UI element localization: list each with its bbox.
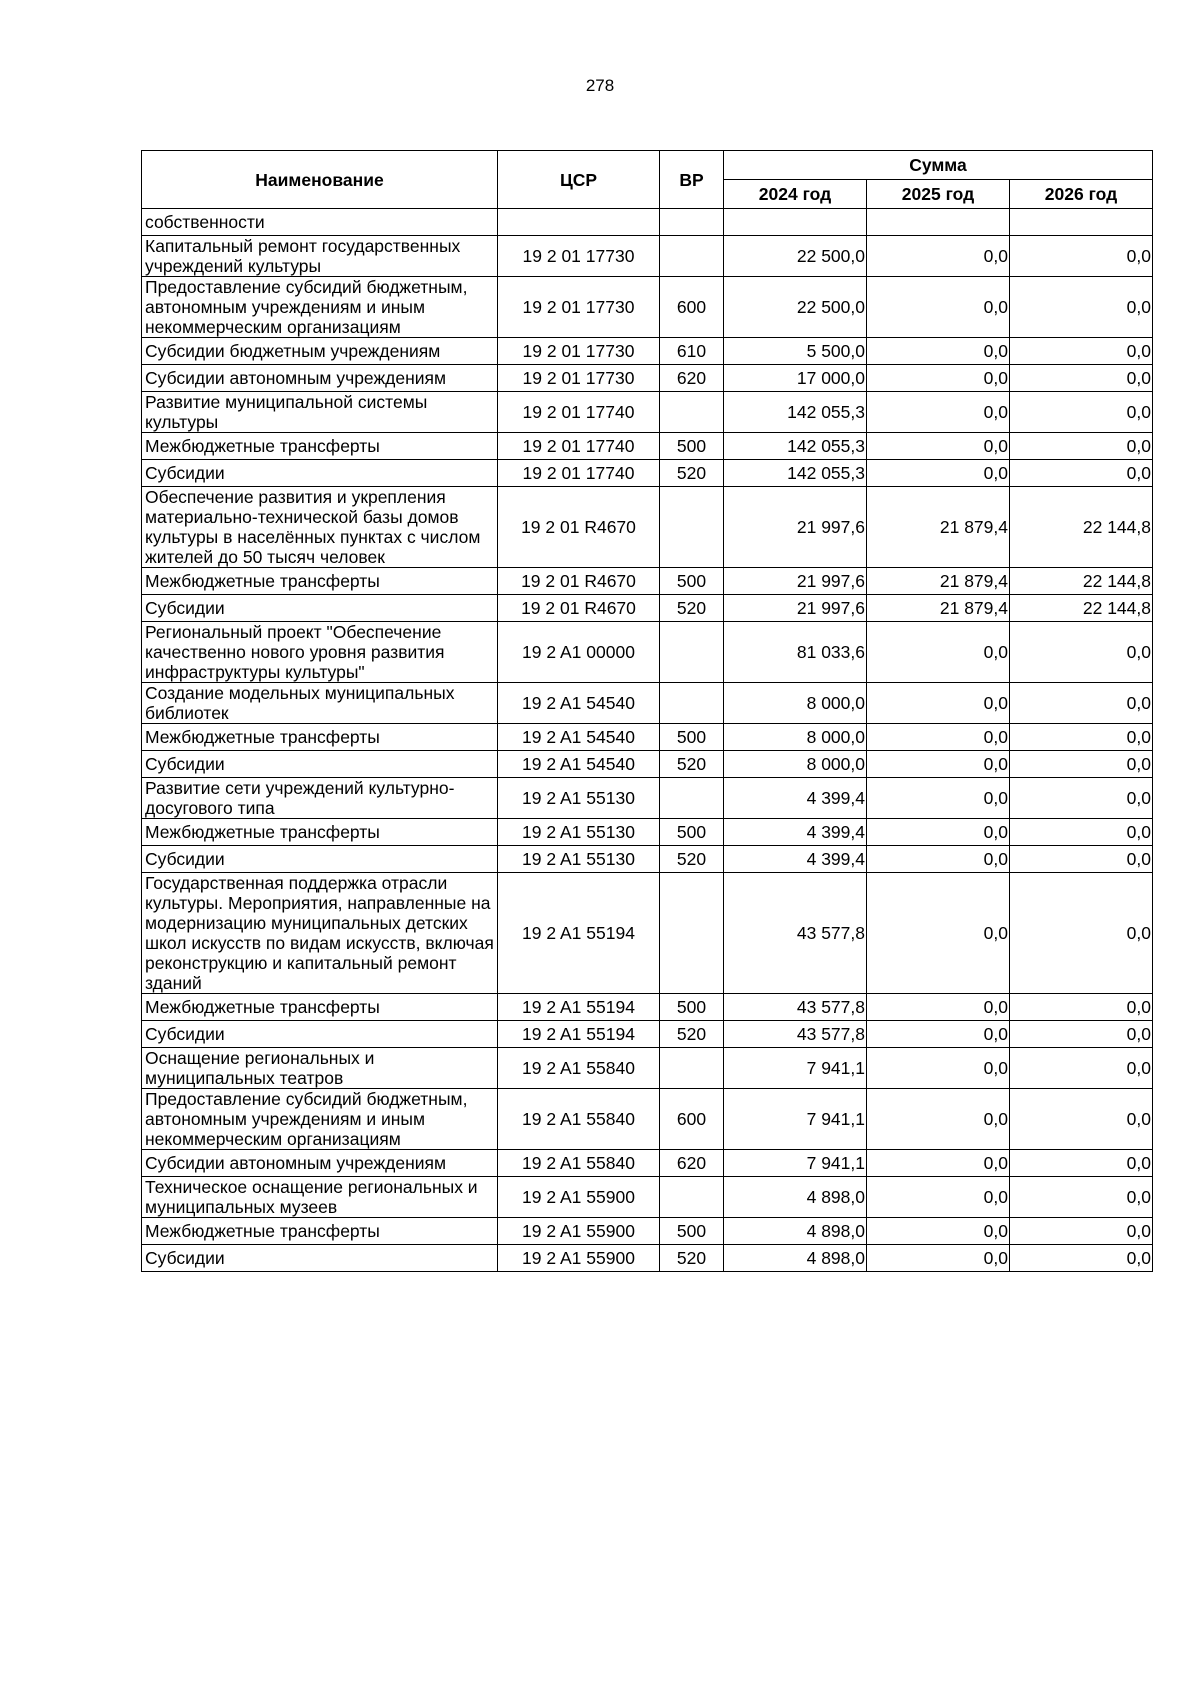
header-year-2025: 2025 год <box>867 180 1010 209</box>
cell-sum-2024: 142 055,3 <box>724 433 867 460</box>
cell-csr: 19 2 01 R4670 <box>498 595 660 622</box>
cell-sum-2026: 0,0 <box>1010 1048 1153 1089</box>
cell-csr: 19 2 A1 55194 <box>498 873 660 994</box>
cell-name: Межбюджетные трансферты <box>142 1218 498 1245</box>
cell-csr: 19 2 A1 55130 <box>498 846 660 873</box>
table-body <box>142 209 1153 1272</box>
cell-sum-2024: 4 399,4 <box>724 819 867 846</box>
cell-vr <box>660 622 724 683</box>
cell-csr: 19 2 01 R4670 <box>498 568 660 595</box>
cell-name: Межбюджетные трансферты <box>142 433 498 460</box>
table-row <box>142 236 1153 277</box>
cell-name: Межбюджетные трансферты <box>142 724 498 751</box>
cell-sum-2025: 0,0 <box>867 236 1010 277</box>
budget-table <box>141 150 1153 1272</box>
table-row <box>142 683 1153 724</box>
table-row <box>142 724 1153 751</box>
cell-name: Региональный проект "Обеспечение качественно нового уровня развития инфраструктуры культуры" <box>142 622 498 683</box>
cell-sum-2024: 8 000,0 <box>724 751 867 778</box>
cell-sum-2026: 0,0 <box>1010 433 1153 460</box>
table-row <box>142 277 1153 338</box>
cell-csr: 19 2 A1 55130 <box>498 819 660 846</box>
cell-csr: 19 2 A1 55900 <box>498 1245 660 1272</box>
cell-sum-2024: 17 000,0 <box>724 365 867 392</box>
cell-vr: 500 <box>660 1218 724 1245</box>
cell-csr: 19 2 01 17730 <box>498 365 660 392</box>
cell-csr: 19 2 A1 55840 <box>498 1150 660 1177</box>
cell-name: Субсидии <box>142 751 498 778</box>
cell-name: Межбюджетные трансферты <box>142 819 498 846</box>
cell-vr <box>660 778 724 819</box>
cell-csr: 19 2 01 17740 <box>498 460 660 487</box>
cell-sum-2025 <box>867 209 1010 236</box>
table-row <box>142 1150 1153 1177</box>
cell-name: Государственная поддержка отрасли культуры. Мероприятия, направленные на модернизацию муниципальных детских школ искусств по видам искусств, включая реконструкцию и капитальный ремонт зданий <box>142 873 498 994</box>
cell-sum-2025: 0,0 <box>867 751 1010 778</box>
cell-sum-2024: 43 577,8 <box>724 873 867 994</box>
cell-sum-2024: 7 941,1 <box>724 1048 867 1089</box>
cell-sum-2026: 0,0 <box>1010 1177 1153 1218</box>
table-row <box>142 568 1153 595</box>
table-row <box>142 1245 1153 1272</box>
cell-name: Субсидии <box>142 595 498 622</box>
cell-sum-2025: 0,0 <box>867 433 1010 460</box>
cell-csr: 19 2 A1 54540 <box>498 724 660 751</box>
cell-vr: 520 <box>660 751 724 778</box>
cell-vr <box>660 236 724 277</box>
cell-vr: 520 <box>660 1021 724 1048</box>
table-row <box>142 433 1153 460</box>
cell-name: Развитие сети учреждений культурно-досугового типа <box>142 778 498 819</box>
cell-vr: 520 <box>660 460 724 487</box>
table-row <box>142 392 1153 433</box>
cell-csr: 19 2 A1 55194 <box>498 994 660 1021</box>
table-row <box>142 1021 1153 1048</box>
cell-name: Межбюджетные трансферты <box>142 994 498 1021</box>
header-year-2024: 2024 год <box>724 180 867 209</box>
cell-sum-2026: 0,0 <box>1010 236 1153 277</box>
table-row <box>142 873 1153 994</box>
cell-sum-2025: 21 879,4 <box>867 568 1010 595</box>
header-csr: ЦСР <box>498 151 660 209</box>
cell-sum-2026: 22 144,8 <box>1010 487 1153 568</box>
cell-name: Субсидии автономным учреждениям <box>142 365 498 392</box>
cell-name: собственности <box>142 209 498 236</box>
cell-sum-2026: 0,0 <box>1010 1245 1153 1272</box>
cell-sum-2025: 0,0 <box>867 1177 1010 1218</box>
cell-name: Субсидии <box>142 460 498 487</box>
cell-sum-2025: 0,0 <box>867 683 1010 724</box>
cell-sum-2025: 0,0 <box>867 1218 1010 1245</box>
cell-vr: 620 <box>660 1150 724 1177</box>
table-row <box>142 595 1153 622</box>
cell-vr <box>660 392 724 433</box>
cell-sum-2026: 0,0 <box>1010 1150 1153 1177</box>
header-vr: ВР <box>660 151 724 209</box>
cell-csr: 19 2 01 17740 <box>498 433 660 460</box>
header-year-2026: 2026 год <box>1010 180 1153 209</box>
cell-csr: 19 2 A1 55840 <box>498 1089 660 1150</box>
table-row <box>142 751 1153 778</box>
cell-name: Капитальный ремонт государственных учреждений культуры <box>142 236 498 277</box>
cell-sum-2025: 0,0 <box>867 1089 1010 1150</box>
cell-name: Субсидии <box>142 846 498 873</box>
cell-sum-2026: 0,0 <box>1010 1218 1153 1245</box>
cell-vr: 500 <box>660 568 724 595</box>
cell-vr: 500 <box>660 433 724 460</box>
cell-sum-2026: 0,0 <box>1010 846 1153 873</box>
cell-sum-2025: 0,0 <box>867 277 1010 338</box>
table-row <box>142 1218 1153 1245</box>
cell-csr: 19 2 A1 55194 <box>498 1021 660 1048</box>
cell-sum-2024 <box>724 209 867 236</box>
cell-sum-2024: 22 500,0 <box>724 277 867 338</box>
cell-sum-2026: 0,0 <box>1010 873 1153 994</box>
cell-csr: 19 2 A1 55900 <box>498 1218 660 1245</box>
cell-vr <box>660 487 724 568</box>
cell-csr: 19 2 01 17740 <box>498 392 660 433</box>
cell-sum-2025: 21 879,4 <box>867 487 1010 568</box>
cell-name: Субсидии бюджетным учреждениям <box>142 338 498 365</box>
cell-sum-2025: 0,0 <box>867 365 1010 392</box>
cell-sum-2024: 4 898,0 <box>724 1218 867 1245</box>
table-row <box>142 460 1153 487</box>
cell-vr: 600 <box>660 277 724 338</box>
cell-sum-2025: 0,0 <box>867 1150 1010 1177</box>
header-name: Наименование <box>142 151 498 209</box>
cell-sum-2024: 7 941,1 <box>724 1089 867 1150</box>
cell-name: Субсидии автономным учреждениям <box>142 1150 498 1177</box>
cell-csr: 19 2 01 17730 <box>498 338 660 365</box>
cell-sum-2026 <box>1010 209 1153 236</box>
cell-sum-2025: 0,0 <box>867 460 1010 487</box>
cell-sum-2025: 0,0 <box>867 622 1010 683</box>
table-row <box>142 778 1153 819</box>
cell-sum-2026: 0,0 <box>1010 778 1153 819</box>
cell-vr: 520 <box>660 1245 724 1272</box>
cell-sum-2025: 21 879,4 <box>867 595 1010 622</box>
table-row <box>142 1048 1153 1089</box>
cell-sum-2026: 0,0 <box>1010 392 1153 433</box>
cell-sum-2026: 0,0 <box>1010 622 1153 683</box>
table-row <box>142 1089 1153 1150</box>
table-row <box>142 209 1153 236</box>
cell-vr <box>660 1177 724 1218</box>
cell-csr: 19 2 A1 00000 <box>498 622 660 683</box>
cell-sum-2026: 0,0 <box>1010 365 1153 392</box>
table-row <box>142 1177 1153 1218</box>
cell-sum-2025: 0,0 <box>867 778 1010 819</box>
cell-csr: 19 2 A1 55840 <box>498 1048 660 1089</box>
cell-sum-2025: 0,0 <box>867 724 1010 751</box>
cell-sum-2024: 8 000,0 <box>724 724 867 751</box>
table-header <box>142 151 1153 209</box>
cell-sum-2025: 0,0 <box>867 873 1010 994</box>
cell-vr: 500 <box>660 819 724 846</box>
table-row <box>142 338 1153 365</box>
cell-sum-2026: 0,0 <box>1010 1021 1153 1048</box>
cell-sum-2024: 4 399,4 <box>724 778 867 819</box>
cell-vr: 610 <box>660 338 724 365</box>
cell-sum-2026: 0,0 <box>1010 460 1153 487</box>
cell-name: Обеспечение развития и укрепления материально-технической базы домов культуры в населённых пунктах с числом жителей до 50 тысяч человек <box>142 487 498 568</box>
table-row <box>142 846 1153 873</box>
cell-sum-2024: 142 055,3 <box>724 460 867 487</box>
cell-sum-2026: 0,0 <box>1010 994 1153 1021</box>
cell-csr: 19 2 A1 54540 <box>498 683 660 724</box>
cell-sum-2025: 0,0 <box>867 846 1010 873</box>
header-sum: Сумма <box>724 151 1153 180</box>
cell-sum-2026: 0,0 <box>1010 751 1153 778</box>
table-row <box>142 487 1153 568</box>
cell-vr <box>660 209 724 236</box>
cell-sum-2024: 21 997,6 <box>724 487 867 568</box>
cell-sum-2024: 4 898,0 <box>724 1177 867 1218</box>
cell-vr: 500 <box>660 994 724 1021</box>
cell-vr <box>660 873 724 994</box>
cell-vr: 620 <box>660 365 724 392</box>
cell-sum-2026: 22 144,8 <box>1010 595 1153 622</box>
cell-sum-2024: 22 500,0 <box>724 236 867 277</box>
cell-csr: 19 2 A1 55900 <box>498 1177 660 1218</box>
table-row <box>142 994 1153 1021</box>
cell-name: Предоставление субсидий бюджетным, автономным учреждениям и иным некоммерческим организациям <box>142 1089 498 1150</box>
cell-csr: 19 2 A1 55130 <box>498 778 660 819</box>
cell-vr <box>660 683 724 724</box>
cell-name: Создание модельных муниципальных библиотек <box>142 683 498 724</box>
cell-sum-2024: 43 577,8 <box>724 994 867 1021</box>
cell-sum-2026: 0,0 <box>1010 1089 1153 1150</box>
cell-vr: 600 <box>660 1089 724 1150</box>
page-number: 278 <box>585 76 615 95</box>
cell-csr: 19 2 A1 54540 <box>498 751 660 778</box>
cell-sum-2026: 0,0 <box>1010 683 1153 724</box>
cell-csr: 19 2 01 17730 <box>498 236 660 277</box>
cell-vr: 520 <box>660 595 724 622</box>
cell-name: Оснащение региональных и муниципальных театров <box>142 1048 498 1089</box>
cell-sum-2026: 22 144,8 <box>1010 568 1153 595</box>
cell-csr <box>498 209 660 236</box>
cell-sum-2024: 43 577,8 <box>724 1021 867 1048</box>
table-row <box>142 365 1153 392</box>
cell-sum-2024: 81 033,6 <box>724 622 867 683</box>
cell-name: Субсидии <box>142 1021 498 1048</box>
table-row <box>142 819 1153 846</box>
cell-sum-2025: 0,0 <box>867 338 1010 365</box>
cell-name: Развитие муниципальной системы культуры <box>142 392 498 433</box>
cell-sum-2025: 0,0 <box>867 1245 1010 1272</box>
table-row <box>142 622 1153 683</box>
cell-sum-2025: 0,0 <box>867 819 1010 846</box>
cell-vr: 520 <box>660 846 724 873</box>
cell-sum-2026: 0,0 <box>1010 724 1153 751</box>
cell-sum-2026: 0,0 <box>1010 819 1153 846</box>
cell-name: Предоставление субсидий бюджетным, автономным учреждениям и иным некоммерческим организациям <box>142 277 498 338</box>
cell-csr: 19 2 01 17730 <box>498 277 660 338</box>
cell-name: Техническое оснащение региональных и муниципальных музеев <box>142 1177 498 1218</box>
cell-sum-2024: 21 997,6 <box>724 595 867 622</box>
cell-sum-2024: 7 941,1 <box>724 1150 867 1177</box>
cell-sum-2024: 5 500,0 <box>724 338 867 365</box>
cell-vr <box>660 1048 724 1089</box>
cell-name: Межбюджетные трансферты <box>142 568 498 595</box>
cell-sum-2026: 0,0 <box>1010 277 1153 338</box>
cell-sum-2024: 4 898,0 <box>724 1245 867 1272</box>
cell-sum-2024: 4 399,4 <box>724 846 867 873</box>
cell-sum-2025: 0,0 <box>867 994 1010 1021</box>
cell-sum-2026: 0,0 <box>1010 338 1153 365</box>
cell-csr: 19 2 01 R4670 <box>498 487 660 568</box>
cell-sum-2025: 0,0 <box>867 1021 1010 1048</box>
cell-sum-2025: 0,0 <box>867 392 1010 433</box>
cell-sum-2024: 21 997,6 <box>724 568 867 595</box>
cell-name: Субсидии <box>142 1245 498 1272</box>
cell-sum-2024: 8 000,0 <box>724 683 867 724</box>
cell-sum-2025: 0,0 <box>867 1048 1010 1089</box>
cell-sum-2024: 142 055,3 <box>724 392 867 433</box>
cell-vr: 500 <box>660 724 724 751</box>
